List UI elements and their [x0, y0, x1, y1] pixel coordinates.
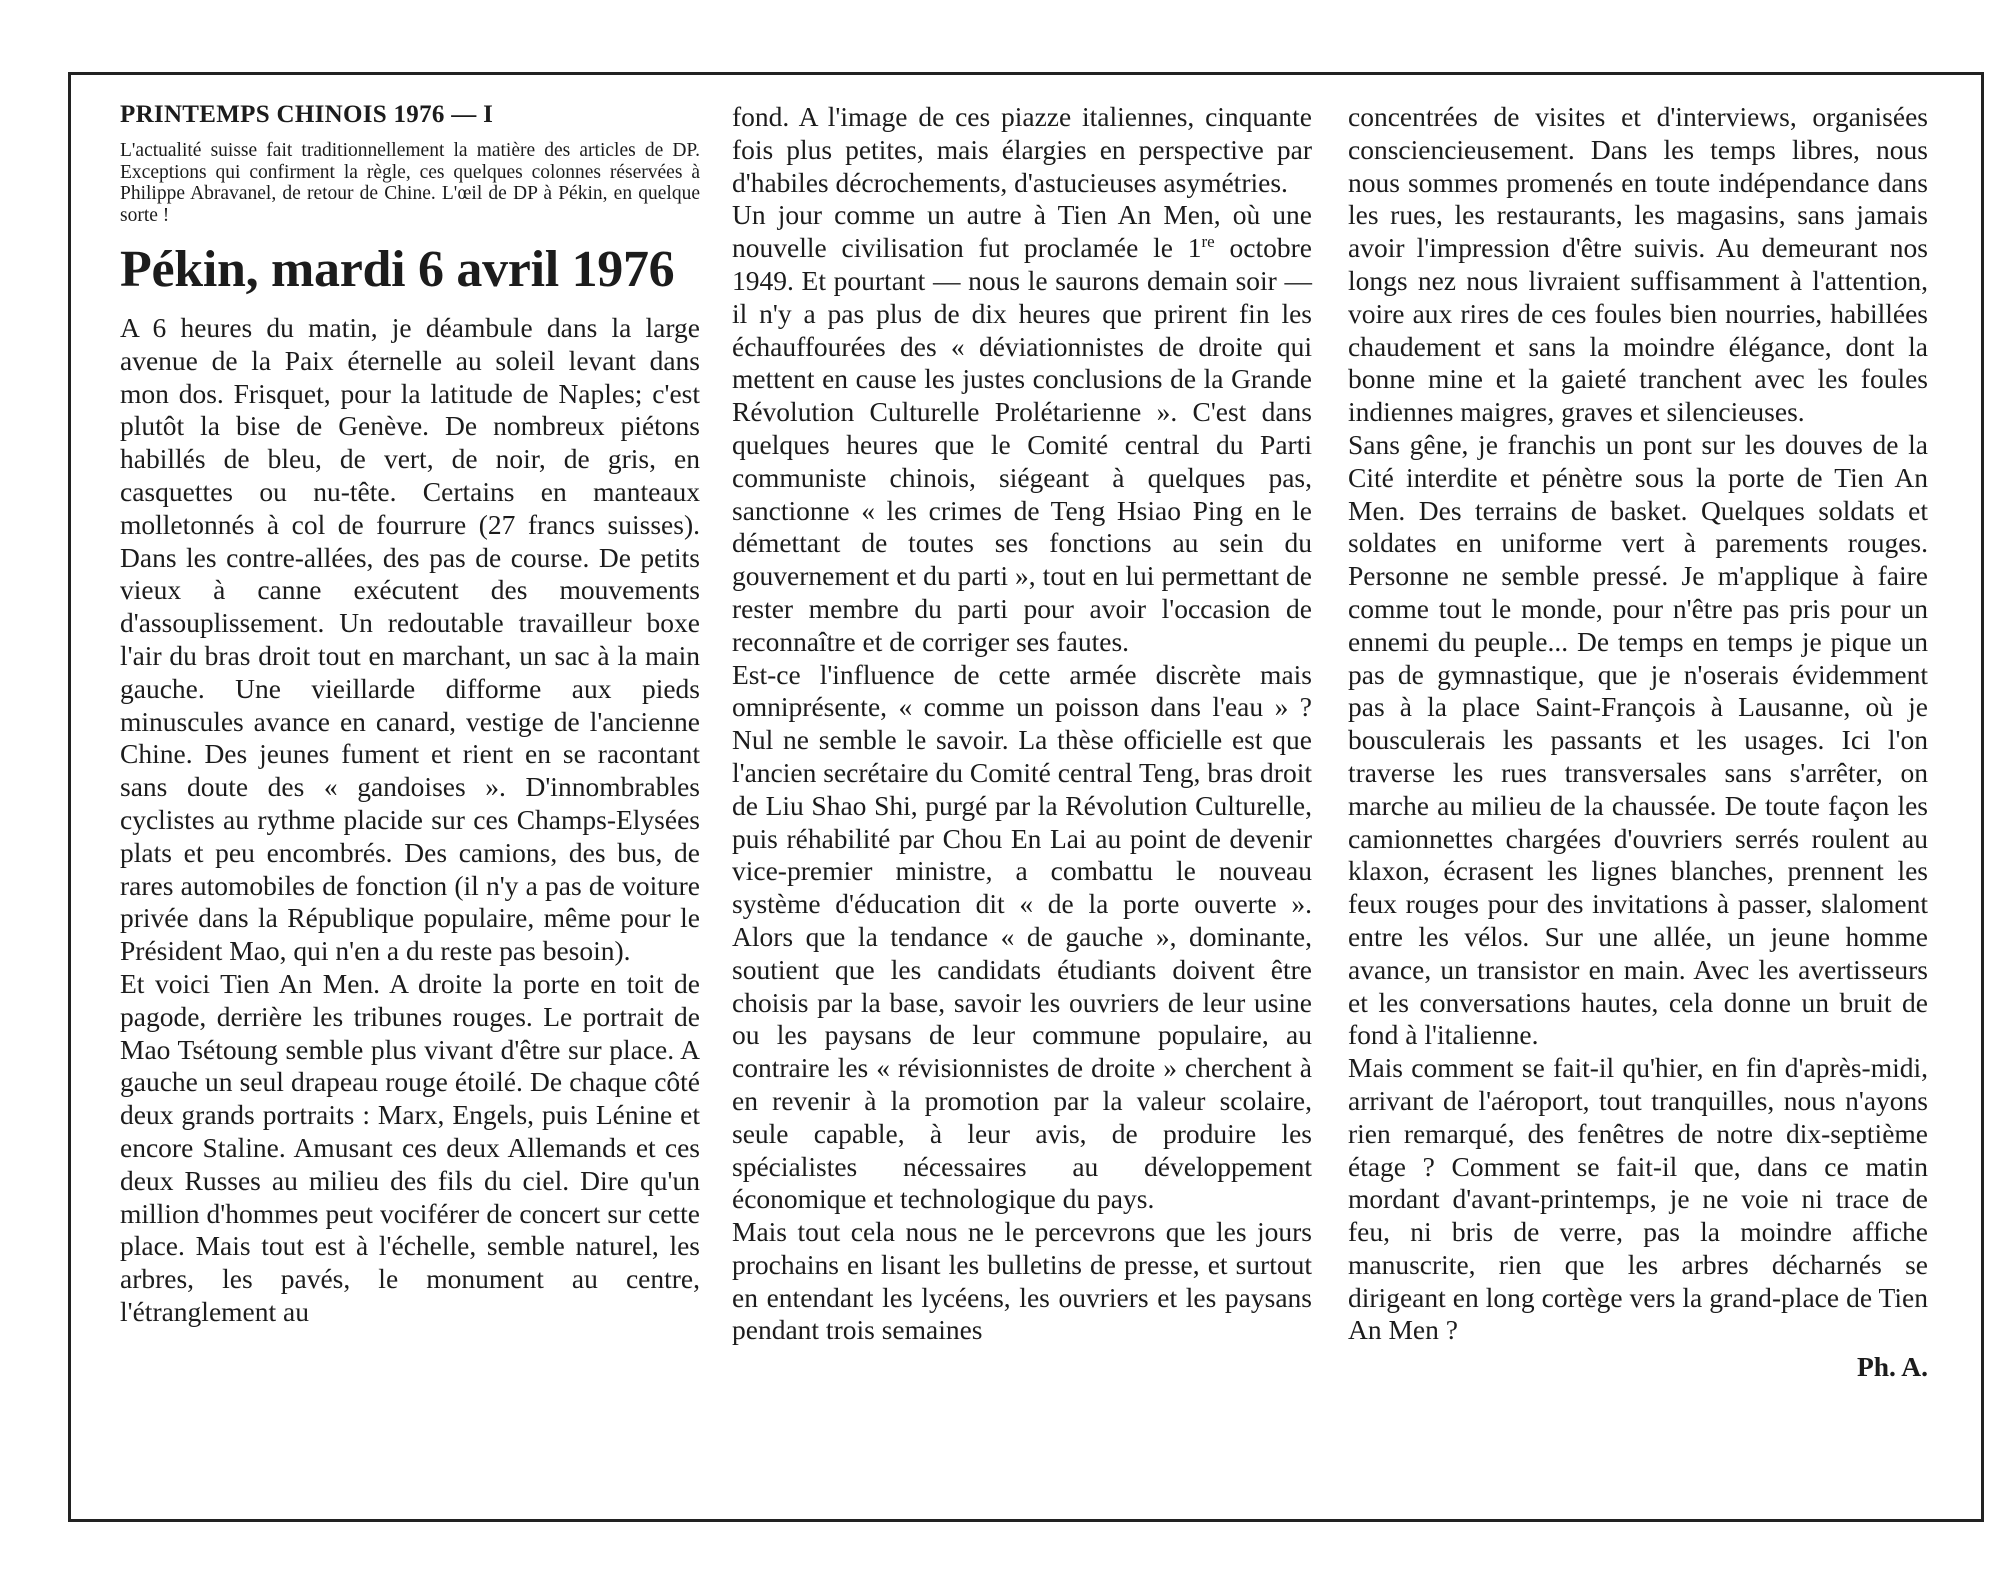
paragraph: Mais comment se fait-il qu'hier, en fin d'après-midi, arrivant de l'aéroport, tout tranquilles, nous n'ayons rien remarqué, des fenêtres de notre dix-septième étage ? Comment se fait-il que, dans ce matin mordant d'avant-printemps, je ne voie ni trace de feu, ni bris de verre, pas la moindre affiche manuscrite, rien que les arbres décharnés se dirigeant en long cortège vers la grand-place de Tien An Men ? — [1348, 1052, 1928, 1346]
paragraph: Est-ce l'influence de cette armée discrète mais omniprésente, « comme un poisson dans l'eau » ? Nul ne semble le savoir. La thèse officielle est que l'ancien secrétaire du Comité central Teng, bras droit de Liu Shao Shi, purgé par la Révolution Culturelle, puis réhabilité par Chou En Lai au point de devenir vice-premier ministre, a combattu le nouveau système d'éducation dit « de la porte ouverte ». Alors que la tendance « de gauche », dominante, soutient que les candidats étudiants doivent être choisis par la base, savoir les ouvriers de leur usine ou les paysans de leur commune populaire, au contraire les « révisionnistes de droite » cherchent à en revenir à la promotion par la valeur scolaire, seule capable, à leur avis, de produire les spécialistes nécessaires au développement économique et technologique du pays. — [732, 658, 1312, 1215]
column-3 — [1348, 101, 1928, 1384]
paragraph: concentrées de visites et d'interviews, organisées consciencieusement. Dans les temps libres, nous nous sommes promenés en toute indépendance dans les rues, les restaurants, les magasins, sans jamais avoir l'impression d'être suivis. Au demeurant nos longs nez nous livraient suffisamment à l'attention, voire aux rires de ces foules bien nourries, habillées chaudement et sans la moindre élégance, dont la bonne mine et la gaieté tranchent avec les foules indiennes maigres, graves et silencieuses. — [1348, 101, 1928, 428]
intro-note: L'actualité suisse fait traditionnellement la matière des articles de DP. Exceptions qui confirment la règle, ces quelques colonnes réservées à Philippe Abravanel, de retour de Chine. L'œil de DP à Pékin, en quelque sorte ! — [120, 140, 700, 226]
paragraph: Sans gêne, je franchis un pont sur les douves de la Cité interdite et pénètre sous la porte de Tien An Men. Des terrains de basket. Quelques soldats et soldates en uniforme vert à parements rouges. Personne ne semble pressé. Je m'applique à faire comme tout le monde, pour n'être pas pris pour un ennemi du peuple... De temps en temps je pique un pas de gymnastique, que je n'oserais évidemment pas à la place Saint-François à Lausanne, où je bousculerais les passants et les usages. Ici l'on traverse les rues transversales sans s'arrêter, on marche au milieu de la chaussée. De toute façon les camionnettes chargées d'ouvriers serrés roulent au klaxon, écrasent les lignes blanches, prennent les feux rouges pour des invitations à passer, slaloment entre les vélos. Sur une allée, un jeune homme avance, un transistor en main. Avec les avertisseurs et les conversations hautes, cela donne un bruit de fond à l'italienne. — [1348, 428, 1928, 1051]
paragraph-part: octobre 1949. Et pourtant — nous le saurons demain soir — il n'y a pas plus de dix heures que prirent fin les échauffourées des « déviationnistes de droite qui mettent en cause les justes conclusions de la Grande Révolution Culturelle Prolétarienne ». C'est dans quelques heures que le Comité central du Parti communiste chinois, siégeant à quelques pas, sanctionne « les crimes de Teng Hsiao Ping en le démettant de toutes ses fonctions au sein du gouvernement et du parti », tout en lui permettant de rester membre du parti pour avoir l'occasion de reconnaître et de corriger ses fautes. — [732, 232, 1312, 657]
paragraph-part: Un jour comme un autre à Tien An Men, où une nouvelle civilisation fut proclamée le 1 — [732, 199, 1312, 264]
series-kicker: PRINTEMPS CHINOIS 1976 — I — [120, 101, 494, 128]
paragraph: A 6 heures du matin, je déambule dans la large avenue de la Paix éternelle au soleil levant dans mon dos. Frisquet, pour la latitude de Naples; c'est plutôt la bise de Genève. De nombreux piétons habillés de bleu, de vert, de noir, de gris, en casquettes ou nu-tête. Certains en manteaux molletonnés à col de fourrure (27 francs suisses). Dans les contre-allées, des pas de course. De petits vieux à canne exécutent des mouvements d'assouplissement. Un redoutable travailleur boxe l'air du bras droit tout en marchant, un sac à la main gauche. Une vieillarde difforme aux pieds minuscules avance en canard, vestige de l'ancienne Chine. Des jeunes fument et rient en se racontant sans doute des « gandoises ». D'innombrables cyclistes au rythme placide sur ces Champs-Elysées plats et peu encombrés. Des camions, des bus, de rares automobiles de fonction (il n'y a pas de voiture privée dans la République populaire, même pour le Président Mao, qui n'en a du reste pas besoin). — [120, 312, 700, 967]
headline: Pékin, mardi 6 avril 1976 — [120, 241, 675, 298]
ordinal-suffix: re — [1201, 232, 1215, 252]
column-1 — [120, 100, 700, 1329]
paragraph: fond. A l'image de ces piazze italiennes, cinquante fois plus petites, mais élargies en perspective par d'habiles décrochements, d'astucieuses asymétries. — [732, 101, 1312, 198]
paragraph: Et voici Tien An Men. A droite la porte en toit de pagode, derrière les tribunes rouges. Le portrait de Mao Tsétoung semble plus vivant d'être sur place. A gauche un seul drapeau rouge étoilé. De chaque côté deux grands portraits : Marx, Engels, puis Lénine et encore Staline. Amusant ces deux Allemands et ces deux Russes au milieu des fils du ciel. Dire qu'un million d'hommes peut vociférer de concert sur cette place. Mais tout est à l'échelle, semble naturel, les arbres, les pavés, le monument au centre, l'étranglement au — [120, 967, 700, 1327]
paragraph: Mais tout cela nous ne le percevrons que les jours prochains en lisant les bulletins de presse, et surtout en entendant les lycéens, les ouvriers et les paysans pendant trois semaines — [732, 1216, 1312, 1346]
author-signature: Ph. A. — [1856, 1351, 1928, 1383]
column-2 — [732, 101, 1312, 1347]
paragraph — [732, 199, 1312, 658]
